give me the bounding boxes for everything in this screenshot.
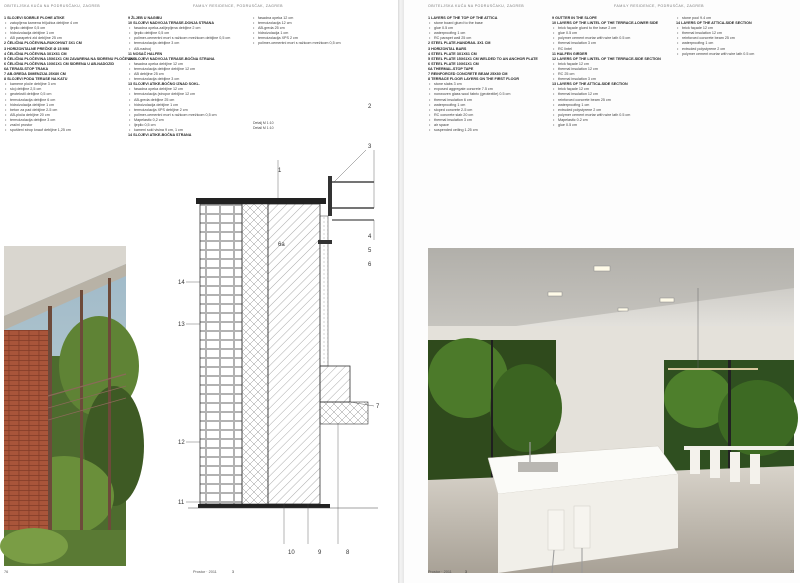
legend-layer-item: • waterproofing 1 cm — [552, 103, 674, 108]
legend-layer-item: • AB-ploča debljine 20 cm — [4, 113, 122, 118]
legend-section-title: 9 ŽLJEB U NAGIBU — [128, 16, 163, 20]
legend-section-title: 10 LAYERS OF THE LINTEL OF THE TERRACE-LOWER SIDE — [552, 21, 659, 26]
right-page — [404, 0, 800, 583]
legend-layer-item: • thermal insulation 12 cm — [552, 92, 674, 97]
legend-layer-item: • hidroizolacija debljine 1 cm — [4, 31, 122, 36]
legend-section-title: 11 HALFEN GIRDER — [552, 51, 588, 56]
legend-layer-list — [128, 87, 246, 133]
legend-layer-item: • spušteni strop knauf debljine 1,25 cm — [4, 128, 122, 133]
legend-layer-item: • polymer cement mortar with wire lath 0.5 cm — [676, 52, 796, 57]
legend-layer-item: • polimer-cementni mort s ražicom mrežicom 0,5 cm — [252, 41, 392, 46]
legend-layer-item: • termoizolacija debljine 3 cm — [128, 41, 246, 46]
left-footer-magazine-name: Prostor · 2011 — [193, 570, 217, 574]
legend-layer-item: • thermal insulation 6 cm — [428, 98, 550, 103]
legend-section-title: 14 LAYERS OF THE ATTICA-SIDE SECTION — [676, 21, 752, 26]
legend-layer-item: • polimer-cementni mort s ražicom mrežicom 0,5 cm — [128, 113, 246, 118]
drawing-label-6: 6 — [368, 262, 372, 268]
legend-layer-item: • brick façade 12 cm — [552, 87, 674, 92]
legend-layer-item: • sloped concrete 2-5 cm — [428, 108, 550, 113]
legend-layer-item: • exposed aggregate concrete 7.5 cm — [428, 87, 550, 92]
right-footer-issue: 3 — [464, 570, 467, 574]
right-page-number: 77 — [790, 570, 795, 574]
legend-section-title: 13 LAYERS OF THE ATTICA-SIDE SECTION — [552, 82, 628, 87]
right-legend-column-1 — [428, 16, 550, 133]
left-header-english: FAMILY RESIDENCE, PODRUSČAK, ZAGREB — [193, 4, 283, 8]
legend-layer-item: • stone pool 9.4 cm — [676, 16, 796, 21]
legend-section-title: 5 STEEL PLATE 15X61X1 CM WELDED TO AN ANCHOR PLATE — [428, 56, 538, 61]
right-legend-column-2 — [552, 16, 674, 128]
legend-layer-item: • hidroizolacija 1 cm — [252, 31, 392, 36]
legend-layer-item: • glue 0.5 cm — [552, 123, 674, 128]
legend-layer-item: • polymer cement mortar with wire lath 0.5 cm — [552, 36, 674, 41]
legend-layer-item: • AB debljine 25 cm — [128, 72, 246, 77]
drawing-label-12: 12 — [178, 440, 185, 446]
legend-layer-item: • extruded polystyrene 2 cm — [676, 47, 796, 52]
legend-section-title: 3 HORIZONTAL BARS — [428, 46, 467, 51]
legend-layer-item: • termoizolacija XPS debljine 2 cm — [128, 108, 246, 113]
legend-layer-item: • ljepilo debljine 0,5 cm — [128, 31, 246, 36]
legend-layer-item: • reinforced concrete beam 25 cm — [552, 98, 674, 103]
legend-layer-list — [552, 62, 674, 82]
detail-scale-label — [253, 121, 274, 131]
interior-kitchen-photo — [428, 248, 794, 573]
legend-section-title: 13 SLOJEVI ATIKE-BOČNO IZNAD SOKL. — [128, 82, 200, 87]
legend-section-title: 4 STEEL PLATE 3X1X61 CM — [428, 51, 477, 56]
legend-layer-item: • air space — [428, 123, 550, 128]
legend-layer-list — [428, 21, 550, 41]
legend-layer-item: • thermal insulation 3 cm — [552, 41, 674, 46]
legend-layer-item: • fasadna opeka-zalijepljena debljine 2 cm — [128, 26, 246, 31]
legend-layer-item: • termoizolacija 12 cm — [252, 21, 392, 26]
legend-section-title: 6 ČELIČNA PLOČEVINA 10X61X1 CM SIDRENA U AB-NADOZID — [4, 61, 115, 66]
legend-layer-item: • reinforced concrete beam 25 cm — [676, 36, 796, 41]
drawing-label-2: 2 — [368, 104, 372, 110]
legend-layer-item: • RC 25 cm — [552, 72, 674, 77]
drawing-label-1: 1 — [278, 168, 282, 174]
legend-section-title: 2 STEEL PLATE-HANDRAIL 3X1 CM — [428, 41, 491, 46]
legend-section-title: 4 ČELIČNA PLOČEVINA 3X1X61 CM — [4, 51, 67, 56]
legend-layer-item: • ljepilo 0,5 cm — [128, 123, 246, 128]
drawing-label-14: 14 — [178, 280, 185, 286]
legend-layer-item: • zatopljena kamena triijužica debljine 4 cm — [4, 21, 122, 26]
legend-layer-item: • waterproofing 1 cm — [428, 103, 550, 108]
right-header-english: FAMILY RESIDENCE, PODRUSČAK, ZAGREB — [614, 4, 704, 8]
drawing-label-7: 7 — [376, 404, 380, 410]
legend-section-title: 6 STEEL PLATE 10X61X1 CM — [428, 61, 479, 66]
legend-layer-item: • AB parapetni zid debljine 25 cm — [4, 36, 122, 41]
legend-layer-item: • AB-nadvoj — [128, 47, 246, 52]
legend-section-title: 2 ČELIČNA PLOČEVINA-RUKOHVAT 3X1 CM — [4, 41, 82, 46]
legend-layer-item: • termoizolacija debljine 6 cm — [4, 98, 122, 103]
legend-layer-item: • hidroizolacija debljine 1 cm — [4, 103, 122, 108]
legend-layer-item: • zračni prostor — [4, 123, 122, 128]
detail-scale-en: Detail M 1:10 — [253, 126, 274, 130]
left-legend-column-1 — [4, 16, 136, 133]
legend-layer-item: • waterproofing 1 cm — [676, 41, 796, 46]
left-page-number: 76 — [4, 570, 9, 574]
legend-section-title: 3 HORIZONTALNE PREČKE Ø 15 MM — [4, 46, 69, 51]
left-footer-issue: 3 — [231, 570, 234, 574]
legend-layer-list — [252, 16, 392, 47]
legend-layer-item: • brick façade 12 cm — [552, 62, 674, 67]
drawing-label-13: 13 — [178, 322, 185, 328]
legend-layer-item: • RC parapet wall 25 cm — [428, 36, 550, 41]
right-header-croatian: OBITELJSKA KUĆA NA PODRUSČAKU, ZAGREB — [428, 4, 525, 8]
right-legend-column-3 — [676, 16, 796, 57]
drawing-label-9: 9 — [318, 550, 322, 556]
legend-layer-list — [128, 62, 246, 82]
legend-layer-item: • nonwoven glass wool fabric (geotextile) 0.5 cm — [428, 92, 550, 97]
legend-section-title: 8 TERRACE FLOOR LAYERS ON THE FIRST FLOOR — [428, 77, 520, 82]
legend-layer-item: • polimer-cementni mort s ražicom mrežicom debljine 0,5 cm — [128, 36, 246, 41]
legend-section-title: 12 LAYERS OF THE LINTEL OF THE TERRACE-SIDE SECTION — [552, 56, 661, 61]
legend-layer-item: • brick façade 12 cm — [676, 26, 796, 31]
legend-section-title: 10 SLOJEVI NADVOJA TERASE-DONJA STRANA — [128, 21, 214, 26]
legend-layer-item: • kamene ploče debljine 3 cm — [4, 82, 122, 87]
legend-layer-item: • RC lintel — [552, 47, 674, 52]
left-page — [0, 0, 398, 583]
left-legend-column-2 — [128, 16, 246, 138]
legend-layer-item: • stone slabs 3 cm — [428, 82, 550, 87]
legend-layer-item: • ljepilo debljine 0,5 cm — [4, 26, 122, 31]
legend-layer-list — [676, 16, 796, 21]
legend-layer-list — [552, 26, 674, 51]
legend-layer-item: • thermal insulation 12 cm — [552, 67, 674, 72]
legend-layer-item: • AB-greda debljine 25 cm — [128, 98, 246, 103]
legend-layer-list — [4, 82, 122, 133]
legend-layer-item: • termoizolacija XPS 2 cm — [252, 36, 392, 41]
right-footer-magazine — [428, 570, 467, 574]
legend-section-title: 1 LAYERS OF THE TOP OF THE ATTICA — [428, 16, 498, 20]
legend-layer-item: • termoizolacija debljine debljine 12 cm — [128, 67, 246, 72]
legend-section-title: 8 SLOJEVI PODA TERASE NA KATU — [4, 77, 68, 82]
left-footer-magazine — [193, 570, 234, 574]
legend-layer-item: • termoizolacija (stropor debljine 12 cm — [128, 92, 246, 97]
legend-layer-item: • glue 0.5 cm — [428, 26, 550, 31]
legend-layer-item: • fasadna opeka debljine 12 cm — [128, 87, 246, 92]
legend-layer-item: • thermal insulation 3 cm — [552, 77, 674, 82]
legend-layer-item: • AB-greda 25 cm — [252, 26, 392, 31]
legend-section-title: 12 SLOJEVI NADVOJA TERASE-BOČNA STRANA — [128, 56, 215, 61]
legend-layer-item: • thermal insulation 3 cm — [428, 118, 550, 123]
legend-layer-list — [428, 82, 550, 133]
legend-layer-item: • polymer cement mortar with wire lath 0.5 cm — [552, 113, 674, 118]
legend-section-title: 11 NOSAČ HALFEN — [128, 51, 163, 56]
legend-layer-item: • Mapelastic 0,2 cm — [128, 118, 246, 123]
legend-layer-item: • brick façade glued to the base 2 cm — [552, 26, 674, 31]
legend-section-title: 7 AB-GREDA DIMENZIJA 25X80 CM — [4, 72, 66, 77]
drawing-label-8: 8 — [346, 550, 350, 556]
legend-section-title: 9 GUTTER IN THE SLOPE — [552, 16, 597, 20]
drawing-label-6a: 6a — [278, 242, 285, 248]
legend-section-title: 5 ČELIČNA PLOČEVINA 15X61X1 CM ZAVARENA NA SIDRENU PLOČEVINU — [4, 56, 136, 61]
legend-layer-item: • extruded polystyrene 2 cm — [552, 108, 674, 113]
legend-layer-item: • fasadna opeka debljine 12 cm — [128, 62, 246, 67]
legend-section-title: 1 SLOJEVI SOBRLE PLOHE ATIKE — [4, 16, 65, 20]
legend-layer-item: • kameni sokl visina 9 cm, 1 cm — [128, 128, 246, 133]
legend-section-title: 6A TERASI-STOP TRAKA — [4, 66, 49, 71]
legend-section-title: 7 REINFORCED CONCRETE BEAM 25X80 CM — [428, 72, 508, 77]
legend-section-title: 14 SLOJEVI ATIKE-BOČNA STRANA — [128, 133, 192, 138]
legend-layer-item: • Mapelastic 0.2 cm — [552, 118, 674, 123]
legend-section-title: 6A THERMAL-STOP TAPE — [428, 66, 474, 71]
legend-layer-list — [4, 21, 122, 41]
right-footer-magazine-name: Prostor · 2011 — [428, 570, 452, 574]
detail-scale-hr: Detalj M 1:10 — [253, 121, 274, 125]
legend-layer-item: • beton za pad debljine 2-5 cm — [4, 108, 122, 113]
drawing-label-3: 3 — [368, 144, 372, 150]
legend-layer-item: • waterproofing 1 cm — [428, 31, 550, 36]
legend-layer-item: • sloj debljine 2,5 cm — [4, 87, 122, 92]
drawing-label-4: 4 — [368, 234, 372, 240]
legend-layer-item: • RC concrete slab 20 cm — [428, 113, 550, 118]
legend-layer-list — [128, 26, 246, 51]
legend-layer-item: • fasadna opeka 12 cm — [252, 16, 392, 21]
left-legend-column-3 — [252, 16, 392, 47]
legend-layer-list — [676, 26, 796, 57]
drawing-label-11: 11 — [178, 500, 185, 506]
legend-layer-item: • thermal insulation 12 cm — [676, 31, 796, 36]
legend-layer-item: • suspended ceiling 1.25 cm — [428, 128, 550, 133]
legend-layer-item: • stone board glued to the base — [428, 21, 550, 26]
left-header-croatian: OBITELJSKA KUĆA NA PODRUSČAKU, ZAGREB — [4, 4, 101, 8]
legend-layer-item: • hidroizolacija debljine 1 cm — [128, 103, 246, 108]
legend-layer-item: • termoizolacija debljine 3 cm — [128, 77, 246, 82]
legend-layer-item: • geotekstil debljine 0,5 cm — [4, 92, 122, 97]
legend-layer-list — [552, 87, 674, 128]
legend-layer-item: • termoizolacija debljine 3 cm — [4, 118, 122, 123]
drawing-label-5: 5 — [368, 248, 372, 254]
legend-layer-item: • glue 0.5 cm — [552, 31, 674, 36]
drawing-label-10: 10 — [288, 550, 295, 556]
facade-terrace-photo — [4, 246, 126, 566]
